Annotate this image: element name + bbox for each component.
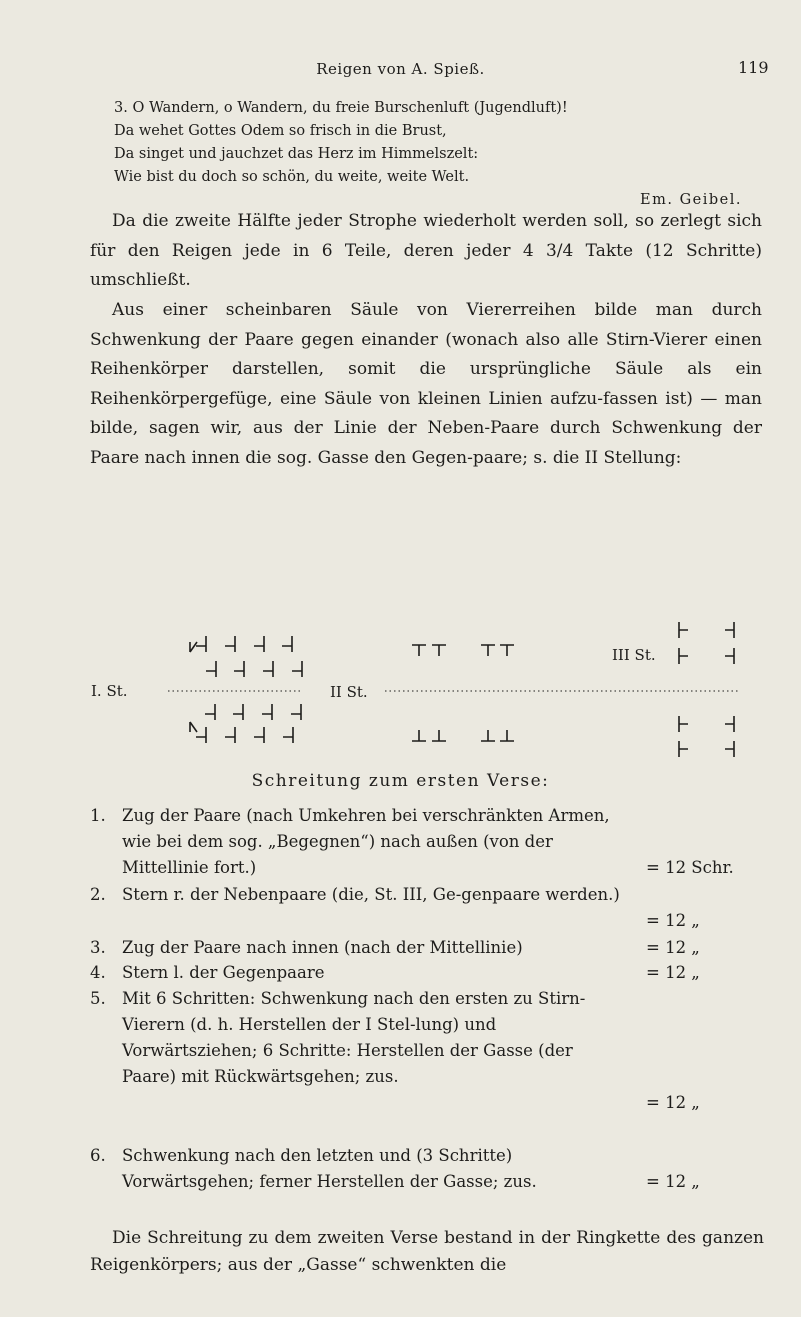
step-item [90,960,766,986]
step-text: Schwenkung nach den letzten und (3 Schritte) Vorwärtsgehen; ferner Herstellen der Gasse; zus. [122,1146,537,1191]
step-item [90,986,766,1112]
step-value: = 12 „ [646,963,700,982]
paragraph-text: Aus einer scheinbaren Säule von Viererreihen bilde man durch Schwenkung der Paare gegen einander (wonach also alle Stirn-Vierer einen Reihenkörper darstellen, somit die ursprüngliche Säule als ein Reihenkörpergefüge, eine Säule von kleinen Linien aufzu-fassen ist) — man bilde, sagen wir, aus der Linie der Neben-Paare durch Schwenkung der Paare nach innen die sog. Gasse den Gegen-paare; s. die II Stellung: [90,300,762,468]
stellung-3-label: III St. [612,646,656,664]
step-number: 1. [90,806,106,825]
poem-author: Em. Geibel. [640,192,742,208]
step-value: = 12 Schr. [646,858,734,877]
page-number: 119 [738,58,769,77]
step-item [90,1143,766,1195]
stellung-2-formation [412,645,514,741]
step-number: 4. [90,963,106,982]
step-text: Zug der Paare (nach Umkehren bei verschränkten Armen, wie bei dem sog. „Begegnen“) nach außen (von der Mittellinie fort.) [122,806,610,877]
step-text: Zug der Paare nach innen (nach der Mittellinie) [122,938,523,957]
step-number: 3. [90,938,106,957]
step-text: Stern r. der Nebenpaare (die, St. III, Ge-genpaare werden.) [122,885,620,904]
step-number: 5. [90,989,106,1008]
running-head: Reigen von A. Spieß. [316,60,485,78]
step-number: 6. [90,1146,106,1165]
poem-line: 3. O Wandern, o Wandern, du freie Burschenluft (Jugendluft)! [114,100,568,116]
poem-line: Wie bist du doch so schön, du weite, weite Welt. [114,169,470,185]
step-item [90,803,766,881]
step-value: = 12 „ [646,938,700,957]
step-text: Stern l. der Gegenpaare [122,963,325,982]
poem-line: Da wehet Gottes Odem so frisch in die Brust, [114,123,447,139]
closing-text: Die Schreitung zu dem zweiten Verse bestand in der Ringkette des ganzen Reigenkörpers; aus der „Gasse“ schwenkten die [90,1228,764,1275]
step-text: Mit 6 Schritten: Schwenkung nach den ersten zu Stirn-Vierern (d. h. Herstellen der I Stel-lung) und Vorwärtsziehen; 6 Schritte: Herstellen der Gasse (der Paare) mit Rückwärtsgehen; zus. [122,989,586,1086]
step-number: 2. [90,885,106,904]
section-heading: Schreitung zum ersten Verse: [251,771,550,791]
paragraph-text: Da die zweite Hälfte jeder Strophe wiederholt werden soll, so zerlegt sich für den Reigen jede in 6 Teile, deren jeder 4 3/4 Takte (12 Schritte) umschließt. [90,211,762,290]
poem-line: Da singet und jauchzet das Herz im Himmelszelt: [114,146,479,162]
stellung-3-formation [679,622,734,757]
stellung-1-formation [190,636,302,743]
stellung-2-label: II St. [330,683,368,701]
closing-paragraph [90,1225,764,1279]
step-item [90,882,766,930]
step-value: = 12 „ [646,911,700,930]
stellung-1-label: I. St. [91,682,128,700]
step-item [90,935,766,961]
step-value: = 12 „ [646,1093,700,1112]
step-value: = 12 „ [646,1172,700,1191]
